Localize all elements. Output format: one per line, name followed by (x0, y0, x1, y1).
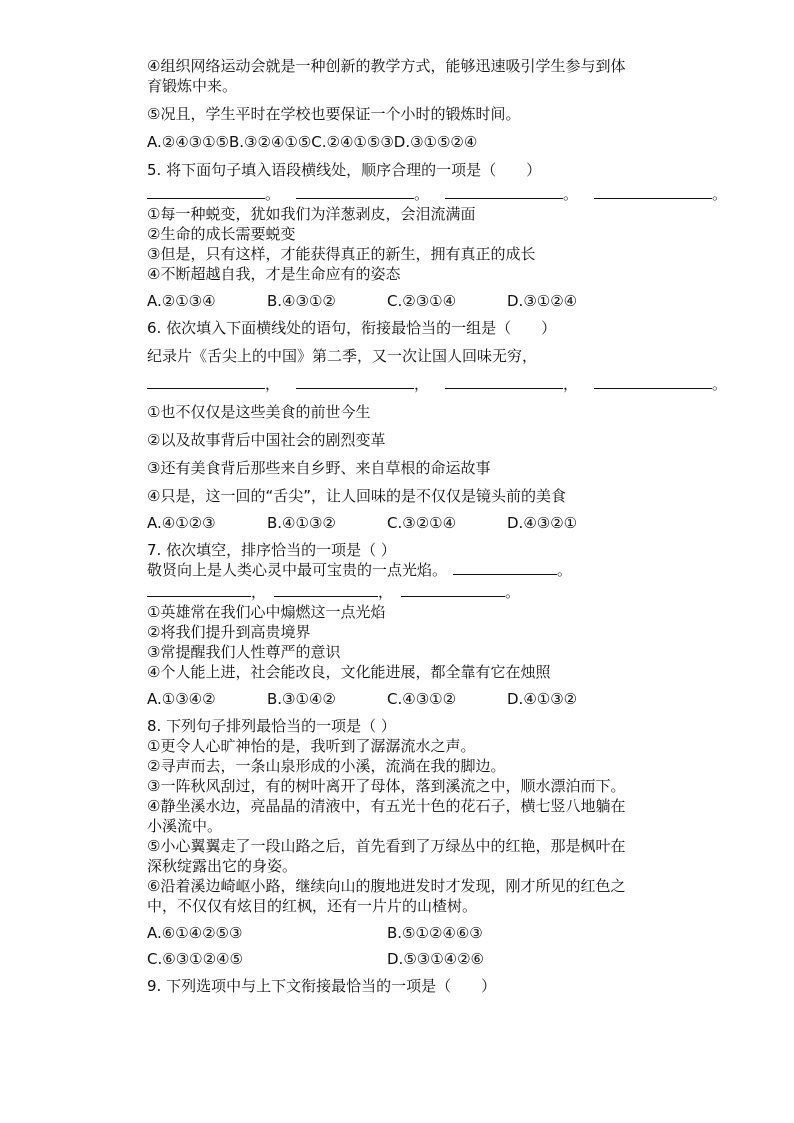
option-d[interactable]: D.④①③② (507, 690, 578, 708)
answer-blank[interactable] (401, 582, 505, 597)
item-3: ③还有美食背后那些来自乡野、来自草根的命运故事 (147, 459, 491, 477)
item-3: ③常提醒我们人性尊严的意识 (147, 643, 341, 661)
option-d[interactable]: D.④③②① (507, 514, 578, 532)
sentence-1: ①更令人心旷神怡的是，我听到了潺潺流水之声。 (147, 737, 476, 755)
sentence-3: ③一阵秋风刮过，有的树叶离开了母体，落到溪流之中，顺水漂泊而下。 (147, 777, 626, 795)
option-d[interactable]: D.③①②④ (507, 292, 578, 310)
answer-blank[interactable] (445, 374, 563, 389)
option-a[interactable]: A.④①②③ (147, 514, 216, 532)
item-1: ①英雄常在我们心中煽燃这一点光焰 (147, 603, 386, 621)
question-7 (147, 540, 687, 708)
option-d[interactable]: D.⑤③①④②⑥ (387, 950, 485, 968)
answer-blank[interactable] (147, 582, 251, 597)
sentence-6-line-1: ⑥沿着溪边崎岖小路，继续向山的腹地进发时才发现，刚才所见的红色之 (147, 877, 626, 895)
option-c[interactable]: C.⑥③①②④⑤ (147, 950, 243, 968)
sentence-5-line-1: ⑤小心翼翼走了一段山路之后，首先看到了万绿丛中的红艳，那是枫叶在 (147, 837, 626, 855)
answer-blank[interactable] (296, 374, 414, 389)
option-a[interactable]: A.②①③④ (147, 292, 216, 310)
question-6-stem: 6. 依次填入下面横线处的语句，衔接最恰当的一组是（ ） (147, 319, 557, 337)
question-7-options (147, 690, 687, 708)
question-5 (147, 160, 728, 310)
option-a[interactable]: A.①③④② (147, 690, 216, 708)
sentence-4-line-2: 育锻炼中来。 (147, 77, 238, 95)
item-1: ①每一种蜕变，犹如我们为洋葱剥皮，会泪流满面 (147, 205, 476, 223)
question-7-stem: 7. 依次填空，排序恰当的一项是（ ） (147, 541, 396, 559)
worksheet-page (147, 56, 728, 996)
item-2: ②以及故事背后中国社会的剧烈变革 (147, 431, 386, 449)
sentence-5: ⑤况且，学生平时在学校也要保证一个小时的锻炼时间。 (147, 105, 521, 123)
blank-separator: 。 (712, 185, 728, 203)
question-8-options (147, 924, 687, 968)
question-9 (147, 976, 687, 996)
blank-separator: 。 (265, 185, 281, 203)
blank-separator: 。 (414, 185, 430, 203)
answer-blank[interactable] (453, 560, 557, 575)
blank-separator: ， (563, 375, 579, 393)
question-7-blanks (147, 582, 687, 602)
option-b[interactable]: B.④①③② (267, 514, 336, 532)
option-c[interactable]: C.④③①② (387, 690, 457, 708)
question-6 (147, 318, 728, 532)
option-a[interactable]: A.⑥①④②⑤③ (147, 924, 243, 942)
blank-separator: 。 (712, 375, 728, 393)
sentence-5-line-2: 深秋绽露出它的身姿。 (147, 857, 298, 875)
answer-blank[interactable] (274, 582, 378, 597)
blank-separator: ， (265, 375, 281, 393)
question-5-stem: 5. 将下面句子填入语段横线处，顺序合理的一项是（ ） (147, 161, 542, 179)
answer-blank[interactable] (147, 184, 265, 199)
answer-blank[interactable] (594, 184, 712, 199)
option-b[interactable]: B.③①④② (267, 690, 336, 708)
answer-blank[interactable] (296, 184, 414, 199)
option-b[interactable]: B.⑤①②④⑥③ (387, 924, 483, 942)
question-8-stem: 8. 下列句子排列最恰当的一项是（ ） (147, 717, 396, 735)
sentence-2: ②寻声而去，一条山泉形成的小溪，流淌在我的脚边。 (147, 757, 506, 775)
option-b[interactable]: B.④③①② (267, 292, 336, 310)
option-c[interactable]: C.②③①④ (387, 292, 457, 310)
sentence-6-line-2: 中，不仅仅有炫目的红枫，还有一片片的山楂树。 (147, 897, 478, 915)
sentence-4-line-1: ④静坐溪水边，亮晶晶的清液中，有五光十色的花石子，横七竖八地躺在 (147, 797, 626, 815)
question-6-blanks (147, 374, 728, 394)
question-4-tail (147, 56, 687, 152)
question-6-lead: 纪录片《舌尖上的中国》第二季，又一次让国人回味无穷， (147, 347, 538, 365)
answer-blank[interactable] (147, 374, 265, 389)
question-8 (147, 716, 687, 968)
item-1: ①也不仅仅是这些美食的前世今生 (147, 403, 371, 421)
question-6-options (147, 514, 687, 532)
sentence-4-line-2: 小溪流中。 (147, 817, 223, 835)
sentence-4 (147, 56, 687, 96)
question-5-blanks (147, 184, 728, 204)
item-2: ②将我们提升到高贵境界 (147, 623, 311, 641)
blank-separator: ， (414, 375, 430, 393)
question-7-lead: 敬贤向上是人类心灵中最可宝贵的一点光焰。 (147, 561, 448, 579)
question-4-options: A.②④③①⑤B.③②④①⑤C.②④①⑤③D.③①⑤②④ (147, 133, 478, 151)
item-4: ④个人能上进，社会能改良，文化能进展，都全靠有它在烛照 (147, 663, 551, 681)
option-c[interactable]: C.③②①④ (387, 514, 457, 532)
item-2: ②生命的成长需要蜕变 (147, 225, 296, 243)
sentence-4-line-1: ④组织网络运动会就是一种创新的教学方式，能够迅速吸引学生参与到体 (147, 57, 626, 75)
item-4: ④只是，这一回的“舌尖”，让人回味的是不仅仅是镜头前的美食 (147, 487, 566, 505)
item-3: ③但是，只有这样，才能获得真正的新生，拥有真正的成长 (147, 245, 536, 263)
blank-separator: 。 (505, 583, 521, 601)
answer-blank[interactable] (594, 374, 712, 389)
blank-separator: ， (378, 583, 394, 601)
blank-separator: 。 (563, 185, 579, 203)
blank-separator: ， (251, 583, 267, 601)
question-7-lead-line (147, 560, 687, 580)
blank-separator: 。 (557, 561, 573, 579)
question-5-options (147, 292, 687, 310)
question-9-stem: 9. 下列选项中与上下文衔接最恰当的一项是（ ） (147, 977, 497, 995)
item-4: ④不断超越自我，才是生命应有的姿态 (147, 265, 401, 283)
answer-blank[interactable] (445, 184, 563, 199)
